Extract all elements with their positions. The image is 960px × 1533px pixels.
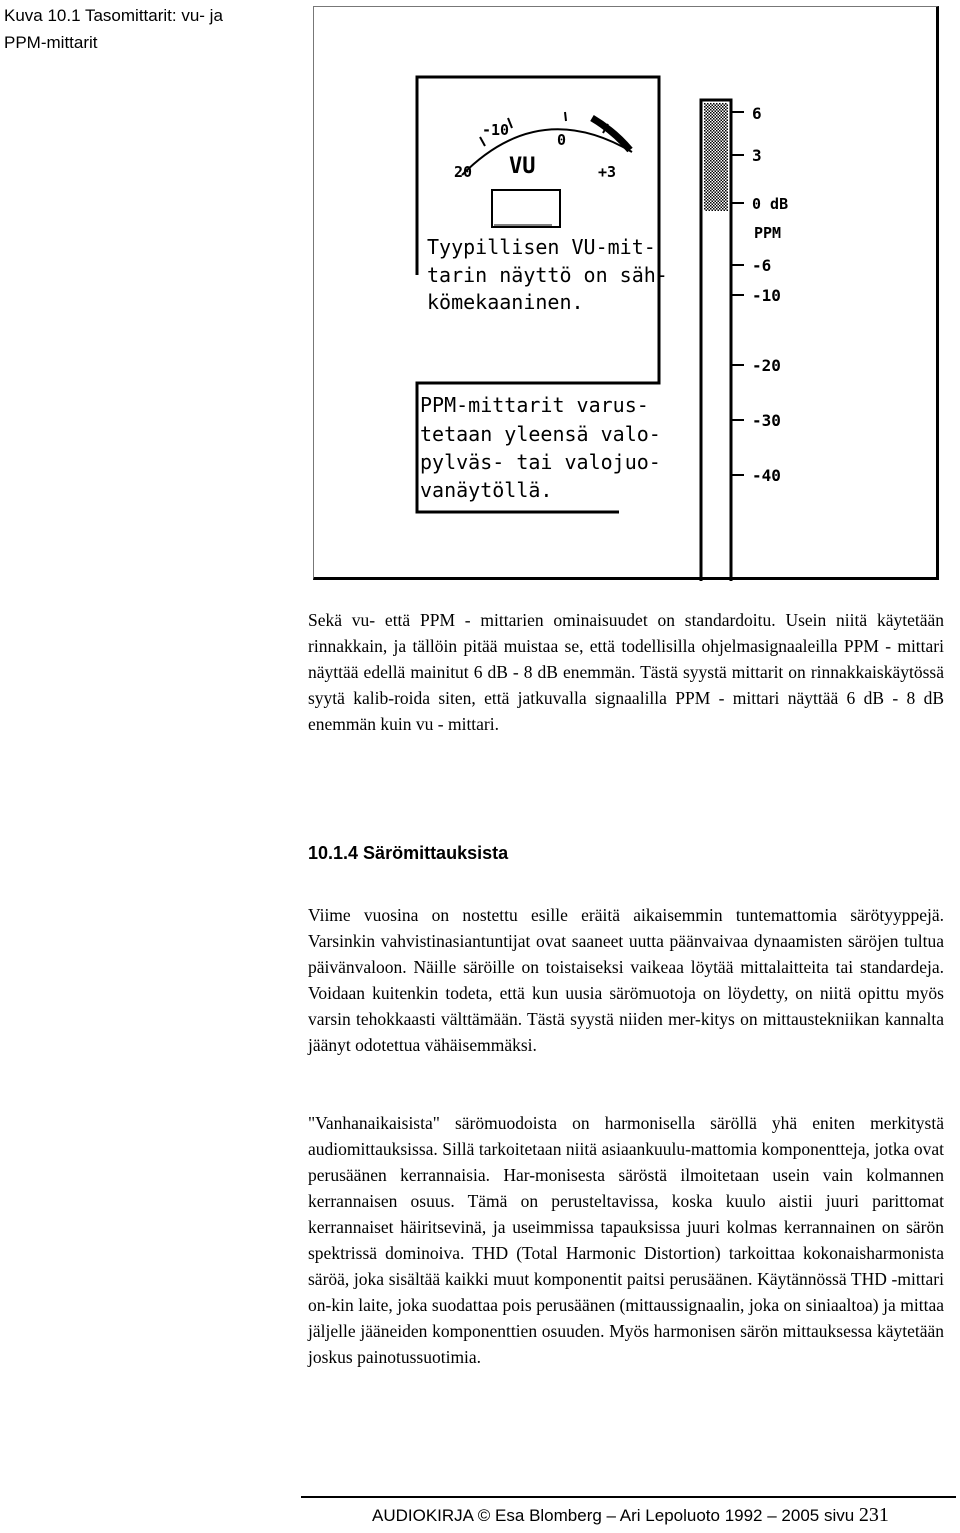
vu-scale-0: 0	[557, 131, 567, 149]
ppm-scale-6: 6	[752, 104, 762, 123]
vu-scale-20: 20	[454, 163, 473, 181]
page-number: 231	[858, 1504, 889, 1526]
vu-red-zone	[592, 118, 630, 150]
footer-rule	[301, 1496, 956, 1498]
vu-scale-plus3: +3	[598, 163, 617, 181]
vu-needle-housing	[492, 190, 560, 227]
ppm-note-line-2: tetaan yleensä valo-	[420, 422, 661, 446]
caption-line-1: Kuva 10.1 Tasomittarit: vu- ja	[4, 6, 223, 25]
ppm-scale-3: 3	[752, 146, 762, 165]
caption-line-2: PPM-mittarit	[4, 33, 98, 52]
vu-label: VU	[509, 154, 536, 179]
ppm-note-line-3: pylväs- tai valojuo-	[420, 450, 661, 474]
ppm-scale-minus10: -10	[752, 286, 781, 305]
figure-frame	[313, 6, 939, 580]
vu-note-line-1: Tyypillisen VU-mit-	[427, 235, 656, 259]
paragraph-2: Viime vuosina on nostettu esille eräitä aikaisemmin tuntemattomia särötyyppejä. Varsinkin vahvistinasiantuntijat ovat saaneet uutta päänvaivaa dynaamisten säröjen tultua päivänvaloon. Näille säröille on toistaiseksi vaikeaa löytää mittalaitteita tai standardeja. Voidaan kuitenkin todeta, että kun uusia särömuotoja on löydetty, on niitä opittu myös varsin tehokkaasti välttämään. Tästä syystä niiden mer-kitys on mittaustekniikan kannalta jäänyt odotettua vähäisemmäksi.	[308, 905, 944, 1055]
paragraph-3: "Vanhanaikaisista" särömuodoista on harmonisella säröllä yhä eniten merkitystä audiomittauksissa. Sillä tarkoitetaan niitä asiaankuulu-mattomia komponentteja, jotka ovat perusäänen kerrannaisia. Har-monisesta säröstä ilmoitetaan usein vain kolmannen kerrannaisen osuus. Tämä on perusteltavissa, koska kuulo aistii juuri parittomat kerrannaiset häiritsevinä, ja useimmissa tapauksissa juuri kolmas kerrannainen on särön spektrissä dominoiva. THD (Total Harmonic Distortion) tarkoittaa kokonaisharmonista säröä, joka sisältää kaikki muut komponentit paitsi perusäänen. Käytännössä THD -mittari on-kin laite, joka suodattaa pois perusäänen (mittaussignaalin, joka on siniaaltoa) ja mittaa jäljelle jääneiden komponenttien osuuden. Myös harmonisen särön mittauksessa käytetään joskus painotussuotimia.	[308, 1113, 944, 1367]
ppm-scale-minus20: -20	[752, 356, 781, 375]
section-heading: 10.1.4 Särömittauksista	[308, 843, 509, 863]
paragraph-1: Sekä vu- että PPM - mittarien ominaisuudet on standardoitu. Usein niitä käytetään rinnakkain, ja tällöin pitää muistaa se, että todellisilla ohjelmasignaaleilla PPM - mittari näyttää edellä mainitut 6 dB - 8 dB enemmän. Tästä syystä mittarit on rinnakkaiskäytössä syytä kalib-roida siten, että jatkuvalla signaalilla PPM - mittari näyttää 6 dB - 8 dB enemmän kuin vu - mittari.	[308, 610, 944, 734]
page-footer	[372, 1504, 889, 1527]
ppm-note	[420, 393, 661, 502]
ppm-note-line-1: PPM-mittarit varus-	[420, 393, 649, 417]
ppm-bar-fill	[704, 103, 728, 211]
footer-text: AUDIOKIRJA © Esa Blomberg – Ari Lepoluoto 1992 – 2005 sivu	[372, 1506, 855, 1525]
vu-note-line-2: tarin näyttö on säh-	[427, 263, 668, 287]
ppm-scale-minus30: -30	[752, 411, 781, 430]
ppm-label: PPM	[754, 224, 782, 242]
meter-illustration	[314, 7, 940, 581]
vu-scale-minus10: -10	[482, 121, 510, 139]
ppm-scale-minus40: -40	[752, 466, 781, 485]
ppm-scale-0db: 0 dB	[752, 195, 789, 213]
figure-caption	[4, 2, 304, 56]
ppm-scale-minus6: -6	[752, 256, 772, 275]
vu-note-line-3: kömekaaninen.	[427, 290, 584, 314]
ppm-note-line-4: vanäytöllä.	[420, 478, 553, 502]
ppm-meter	[701, 100, 788, 581]
vu-meter	[417, 77, 668, 512]
